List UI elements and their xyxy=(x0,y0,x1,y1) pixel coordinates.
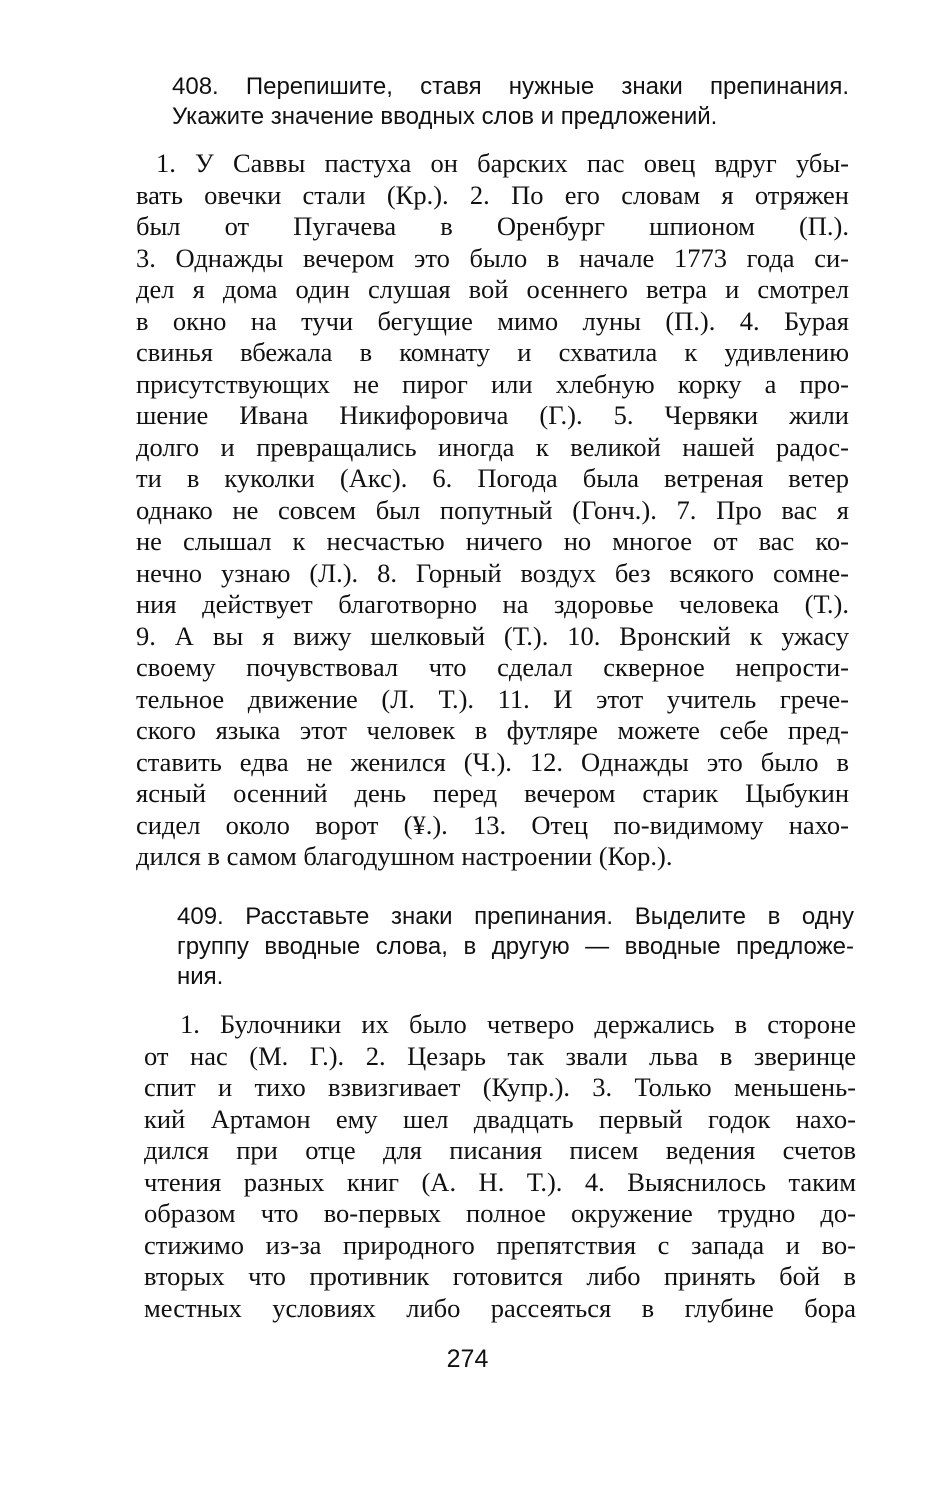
exercise-409-text xyxy=(144,1009,856,1324)
text-line: дел я дома один слушая вой осеннего ветра и смотрел xyxy=(136,274,849,304)
text-line: был от Пугачева в Оренбург шпионом (П.). xyxy=(136,211,849,241)
exercise-409-task xyxy=(177,902,854,992)
text-line: тельное движение (Л. Т.). 11. И этот учитель грече- xyxy=(136,683,849,714)
text-line: чтения разных книг (А. Н. Т.). 4. Выяснилось таким xyxy=(144,1166,856,1197)
task-line: 408. Перепишите, ставя нужные знаки препинания. xyxy=(172,73,849,100)
text-line: 1. Булочники их было четверо держались в стороне xyxy=(180,1009,856,1039)
text-line: от нас (М. Г.). 2. Цезарь так звали льва в зверинце xyxy=(144,1040,856,1071)
text-line: спит и тихо взвизгивает (Купр.). 3. Только меньшень- xyxy=(144,1072,856,1102)
text-line: ния действует благотворно на здоровье человека (Т.). xyxy=(136,589,849,619)
text-line: не слышал к несчастью ничего но многое от вас ко- xyxy=(136,526,849,556)
text-line: вать овечки стали (Кр.). 2. По его словам я отряжен xyxy=(136,179,849,210)
text-line: в окно на тучи бегущие мимо луны (П.). 4. Бурая xyxy=(136,305,849,336)
text-line: однако не совсем был попутный (Гонч.). 7. Про вас я xyxy=(136,494,849,525)
text-line: дился в самом благодушном настроении (Кор.). xyxy=(136,841,673,871)
text-line: 9. А вы я вижу шелковый (Т.). 10. Вронский к ужасу xyxy=(136,620,849,651)
task-line: Укажите значение вводных слов и предложений. xyxy=(172,103,718,130)
text-line: долго и превращались иногда к великой нашей радос- xyxy=(136,431,849,462)
task-line: ния. xyxy=(177,963,224,990)
text-line: местных условиях либо рассеяться в глубине бора xyxy=(144,1292,856,1323)
page-number: 274 xyxy=(446,1345,489,1373)
text-line: шение Ивана Никифоровича (Г.). 5. Червяки жили xyxy=(136,400,849,430)
text-line: присутствующих не пирог или хлебную корку а про- xyxy=(136,368,849,399)
text-line: дился при отце для писания писем ведения счетов xyxy=(144,1135,856,1165)
text-line: 3. Однажды вечером это было в начале 1773 года си- xyxy=(136,242,849,273)
task-line: группу вводные слова, в другую — вводные предложе- xyxy=(177,933,854,960)
text-line: ставить едва не женился (Ч.). 12. Однажды это было в xyxy=(136,746,849,777)
text-line: кий Артамон ему шел двадцать первый годок нахо- xyxy=(144,1103,856,1134)
text-line: своему почувствовал что сделал скверное непрости- xyxy=(136,652,849,682)
text-line: вторых что противник готовится либо принять бой в xyxy=(144,1261,856,1291)
exercise-408-text xyxy=(136,148,849,873)
text-line: ти в куколки (Акс). 6. Погода была ветреная ветер xyxy=(136,463,849,493)
text-line: образом что во-первых полное окружение трудно до- xyxy=(144,1198,856,1228)
text-line: ского языка этот человек в футляре можете себе пред- xyxy=(136,715,849,745)
task-line: 409. Расставьте знаки препинания. Выделите в одну xyxy=(177,903,854,930)
text-line: 1. У Саввы пастуха он барских пас овец вдруг убы- xyxy=(156,148,849,178)
text-line: сидел около ворот (¥.). 13. Отец по-видимому нахо- xyxy=(136,809,849,840)
text-line: свинья вбежала в комнату и схватила к удивлению xyxy=(136,337,849,367)
text-line: нечно узнаю (Л.). 8. Горный воздух без всякого сомне- xyxy=(136,557,849,588)
text-line: ясный осенний день перед вечером старик Цыбукин xyxy=(136,778,849,808)
text-line: стижимо из-за природного препятствия с запада и во- xyxy=(144,1229,856,1260)
exercise-408-task xyxy=(172,72,849,132)
